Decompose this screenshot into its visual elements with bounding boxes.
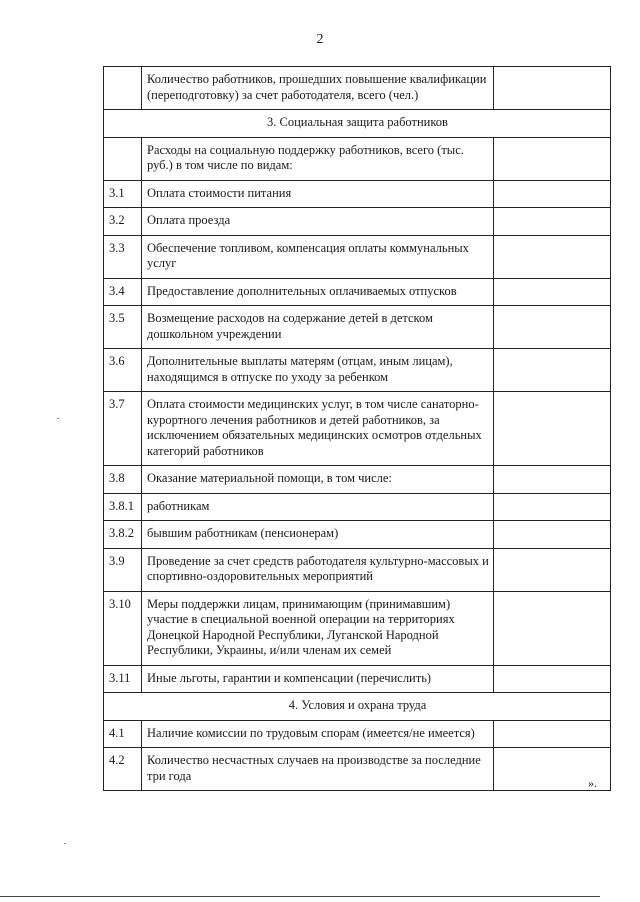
row-label: Обеспечение топливом, компенсация оплаты коммунальных услуг (142, 235, 494, 278)
row-label: работникам (142, 493, 494, 521)
table-row (104, 306, 611, 349)
table-row (104, 235, 611, 278)
table-row (104, 137, 611, 180)
report-table (103, 66, 611, 791)
row-value (494, 306, 611, 349)
row-number: 3.3 (104, 235, 142, 278)
row-value (494, 493, 611, 521)
row-label: Возмещение расходов на содержание детей в детском дошкольном учреждении (142, 306, 494, 349)
section-heading: 4. Условия и охрана труда (104, 693, 611, 721)
row-label: Оплата стоимости питания (142, 180, 494, 208)
table-row (104, 278, 611, 306)
table-row (104, 548, 611, 591)
row-number: 4.2 (104, 748, 142, 791)
row-value (494, 392, 611, 466)
row-number: 3.8.1 (104, 493, 142, 521)
table-row (104, 208, 611, 236)
scan-artifact (64, 843, 66, 844)
row-number: 3.8 (104, 466, 142, 494)
row-value (494, 521, 611, 549)
row-number: 4.1 (104, 720, 142, 748)
table-row (104, 349, 611, 392)
row-label: Оплата стоимости медицинских услуг, в том числе санаторно-курортного лечения работников и детей работников, за исключением обязательных медицинских осмотров отдельных категорий работников (142, 392, 494, 466)
section-heading: 3. Социальная защита работников (104, 110, 611, 138)
table-row (104, 748, 611, 791)
row-label: Оплата проезда (142, 208, 494, 236)
row-label: Количество несчастных случаев на производстве за последние три года (142, 748, 494, 791)
row-label: Дополнительные выплаты матерям (отцам, иным лицам), находящимся в отпуске по уходу за ребенком (142, 349, 494, 392)
row-label: Меры поддержки лицам, принимающим (принимавшим) участие в специальной военной операции на территориях Донецкой Народной Республики, Луганской Народной Республики, Украины, и/или членам их семей (142, 591, 494, 665)
table-row (104, 466, 611, 494)
row-value (494, 180, 611, 208)
row-number (104, 137, 142, 180)
scan-edge-line (0, 896, 600, 897)
page-number: 2 (316, 32, 324, 47)
row-number: 3.11 (104, 665, 142, 693)
row-number: 3.5 (104, 306, 142, 349)
row-value (494, 137, 611, 180)
row-value (494, 278, 611, 306)
row-number (104, 67, 142, 110)
section-row (104, 110, 611, 138)
closing-mark: ». (588, 776, 597, 790)
row-value (494, 720, 611, 748)
table-row (104, 521, 611, 549)
row-label: Количество работников, прошедших повышение квалификации (переподготовку) за счет работодателя, всего (чел.) (142, 67, 494, 110)
row-value (494, 591, 611, 665)
table-row (104, 665, 611, 693)
row-number: 3.1 (104, 180, 142, 208)
row-number: 3.10 (104, 591, 142, 665)
row-value (494, 665, 611, 693)
row-value (494, 235, 611, 278)
section-row (104, 693, 611, 721)
row-label: Наличие комиссии по трудовым спорам (имеется/не имеется) (142, 720, 494, 748)
scan-artifact (57, 418, 59, 419)
table-row (104, 591, 611, 665)
row-label: Расходы на социальную поддержку работников, всего (тыс. руб.) в том числе по видам: (142, 137, 494, 180)
row-number: 3.4 (104, 278, 142, 306)
row-value (494, 208, 611, 236)
table-row (104, 392, 611, 466)
row-label: Предоставление дополнительных оплачиваемых отпусков (142, 278, 494, 306)
row-number: 3.2 (104, 208, 142, 236)
table-row (104, 493, 611, 521)
row-label: Проведение за счет средств работодателя культурно-массовых и спортивно-оздоровительных мероприятий (142, 548, 494, 591)
row-value (494, 67, 611, 110)
row-value (494, 466, 611, 494)
row-label: Оказание материальной помощи, в том числе: (142, 466, 494, 494)
row-value (494, 349, 611, 392)
table-row (104, 720, 611, 748)
row-number: 3.8.2 (104, 521, 142, 549)
table-row (104, 180, 611, 208)
row-number: 3.7 (104, 392, 142, 466)
row-number: 3.6 (104, 349, 142, 392)
row-label: бывшим работникам (пенсионерам) (142, 521, 494, 549)
row-number: 3.9 (104, 548, 142, 591)
row-label: Иные льготы, гарантии и компенсации (перечислить) (142, 665, 494, 693)
row-value (494, 548, 611, 591)
table-row (104, 67, 611, 110)
